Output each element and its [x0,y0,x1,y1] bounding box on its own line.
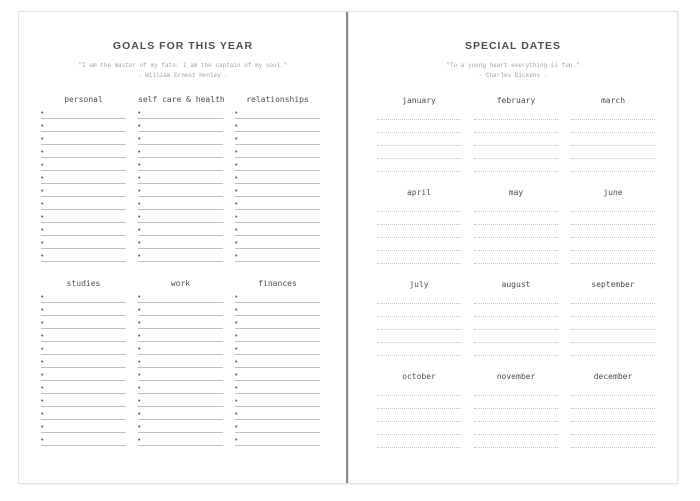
bullet-icon: • [41,346,44,353]
month-label: june [603,188,623,197]
goal-entry-line[interactable] [138,145,223,158]
goal-entry-line[interactable] [138,303,223,316]
date-entry-line[interactable] [377,422,461,435]
bullet-icon: • [235,385,238,392]
date-entry-line[interactable] [377,396,461,409]
goal-entry-line[interactable] [138,119,223,132]
date-entry-line[interactable] [377,330,461,343]
bullet-icon: • [138,227,141,234]
goal-entry-line[interactable] [235,197,320,210]
bullet-icon: • [138,320,141,327]
goal-entry-line[interactable] [138,197,223,210]
month-label: january [402,96,436,105]
goal-entry-line[interactable] [138,329,223,342]
goal-entry-line[interactable] [235,381,320,394]
goal-entry-line[interactable] [235,420,320,433]
goal-column [138,278,223,446]
goal-entry-line[interactable] [235,342,320,355]
date-entry-line[interactable] [474,304,558,317]
date-entry-line[interactable] [571,422,655,435]
month-column [474,279,558,356]
bullet-icon: • [235,411,238,418]
bullet-icon: • [235,201,238,208]
month-column [474,95,558,172]
goal-column [235,94,320,262]
date-entry-line[interactable] [571,107,655,120]
bullet-icon: • [41,162,44,169]
goal-category-label: work [170,279,191,288]
goal-entry-line[interactable] [138,106,223,119]
bullet-icon: • [235,359,238,366]
bullet-icon: • [41,372,44,379]
goal-entry-line[interactable] [41,197,126,210]
goal-category-label: finances [258,279,297,288]
date-entry-line[interactable] [377,120,461,133]
date-entry-line[interactable] [571,225,655,238]
month-label: november [496,372,536,381]
date-entry-line[interactable] [377,107,461,120]
goal-entry-line[interactable] [235,249,320,262]
month-label: july [409,280,429,289]
date-entry-line[interactable] [474,317,558,330]
bullet-icon: • [41,424,44,431]
date-entry-line[interactable] [474,133,558,146]
month-label: december [593,372,633,381]
bullet-icon: • [138,385,141,392]
bullet-icon: • [235,110,238,117]
bullet-icon: • [235,424,238,431]
goal-entry-line[interactable] [41,184,126,197]
goal-entry-line[interactable] [138,342,223,355]
goal-entry-line[interactable] [138,171,223,184]
goal-entry-line[interactable] [41,329,126,342]
bullet-icon: • [41,136,44,143]
date-entry-line[interactable] [571,396,655,409]
bullet-icon: • [138,240,141,247]
goal-entry-line[interactable] [41,290,126,303]
bullet-icon: • [41,240,44,247]
date-entry-line[interactable] [377,199,461,212]
bullet-icon: • [235,227,238,234]
bullet-icon: • [235,188,238,195]
goal-entry-line[interactable] [235,106,320,119]
date-entry-line[interactable] [474,291,558,304]
bullet-icon: • [138,359,141,366]
goal-entry-line[interactable] [41,394,126,407]
goal-entry-line[interactable] [41,236,126,249]
date-entry-line[interactable] [571,317,655,330]
bullet-icon: • [138,307,141,314]
goal-category-label: self care & health [138,95,225,104]
bullet-icon: • [138,136,141,143]
goal-entry-line[interactable] [235,329,320,342]
bullet-icon: • [41,175,44,182]
bullet-icon: • [41,188,44,195]
month-column [571,95,655,172]
goal-entry-line[interactable] [138,394,223,407]
quote-text: "I am the master of my fate: I am the captain of my soul." [78,62,288,69]
bullet-icon: • [138,346,141,353]
bullet-icon: • [138,398,141,405]
date-entry-line[interactable] [474,146,558,159]
date-entry-line[interactable] [474,238,558,251]
goal-column [41,278,126,446]
bullet-icon: • [41,227,44,234]
date-entry-line[interactable] [571,304,655,317]
month-column [377,371,461,448]
month-label: april [406,188,432,197]
month-label: august [501,280,531,289]
goal-entry-line[interactable] [138,236,223,249]
date-entry-line[interactable] [474,120,558,133]
goal-entry-line[interactable] [41,210,126,223]
month-label: october [402,372,436,381]
goal-entry-line[interactable] [235,394,320,407]
date-entry-line[interactable] [377,133,461,146]
bullet-icon: • [235,214,238,221]
bullet-icon: • [235,175,238,182]
month-column [571,371,655,448]
bullet-icon: • [41,201,44,208]
date-entry-line[interactable] [571,238,655,251]
month-column [474,187,558,264]
month-column [377,187,461,264]
date-entry-line[interactable] [474,383,558,396]
goal-entry-line[interactable] [138,210,223,223]
bullet-icon: • [41,253,44,260]
date-entry-line[interactable] [571,133,655,146]
goal-entry-line[interactable] [138,249,223,262]
goal-entry-line[interactable] [235,433,320,446]
goal-entry-line[interactable] [41,158,126,171]
date-entry-line[interactable] [377,343,461,356]
date-entry-line[interactable] [571,212,655,225]
date-entry-line[interactable] [571,330,655,343]
goal-entry-line[interactable] [41,316,126,329]
date-entry-line[interactable] [571,383,655,396]
goal-entry-line[interactable] [41,132,126,145]
goal-entry-line[interactable] [138,368,223,381]
bullet-icon: • [235,333,238,340]
goal-entry-line[interactable] [41,249,126,262]
quote-author: - Charles Dickens - [478,72,548,79]
goal-entry-line[interactable] [235,236,320,249]
date-entry-line[interactable] [571,159,655,172]
bullet-icon: • [41,320,44,327]
date-entry-line[interactable] [377,317,461,330]
date-entry-line[interactable] [571,291,655,304]
date-entry-line[interactable] [474,159,558,172]
goal-column [41,94,126,262]
bullet-icon: • [235,346,238,353]
goal-entry-line[interactable] [235,355,320,368]
bullet-icon: • [235,149,238,156]
goal-entry-line[interactable] [235,119,320,132]
goal-entry-line[interactable] [235,368,320,381]
goal-entry-line[interactable] [41,381,126,394]
bullet-icon: • [41,398,44,405]
goal-entry-line[interactable] [235,210,320,223]
bullet-icon: • [235,398,238,405]
date-entry-line[interactable] [377,409,461,422]
date-entry-line[interactable] [474,225,558,238]
goal-entry-line[interactable] [138,223,223,236]
bullet-icon: • [138,201,141,208]
bullet-icon: • [138,437,141,444]
goal-entry-line[interactable] [41,303,126,316]
goal-entry-line[interactable] [41,106,126,119]
date-entry-line[interactable] [474,107,558,120]
bullet-icon: • [41,110,44,117]
month-label: march [600,96,626,105]
bullet-icon: • [138,175,141,182]
bullet-icon: • [138,411,141,418]
goal-entry-line[interactable] [41,420,126,433]
goal-entry-line[interactable] [235,171,320,184]
month-label: february [496,96,536,105]
date-entry-line[interactable] [377,383,461,396]
date-entry-line[interactable] [377,225,461,238]
month-label: september [591,280,635,289]
bullet-icon: • [138,333,141,340]
goal-entry-line[interactable] [235,158,320,171]
goal-entry-line[interactable] [235,145,320,158]
goal-entry-line[interactable] [41,433,126,446]
bullet-icon: • [41,214,44,221]
month-column [474,371,558,448]
bullet-icon: • [138,214,141,221]
goal-column [235,278,320,446]
goal-column [138,94,223,262]
date-entry-line[interactable] [377,251,461,264]
date-entry-line[interactable] [474,251,558,264]
bullet-icon: • [138,123,141,130]
date-entry-line[interactable] [571,251,655,264]
date-entry-line[interactable] [474,330,558,343]
bullet-icon: • [235,307,238,314]
bullet-icon: • [235,123,238,130]
month-column [571,279,655,356]
bullet-icon: • [41,437,44,444]
quote-author: - William Ernest Henley - [137,72,228,79]
goal-category-label: relationships [246,95,309,104]
goal-entry-line[interactable] [41,342,126,355]
bullet-icon: • [41,294,44,301]
goal-entry-line[interactable] [235,132,320,145]
goal-entry-line[interactable] [235,223,320,236]
bullet-icon: • [235,437,238,444]
date-entry-line[interactable] [571,343,655,356]
month-label: may [508,188,524,197]
bullet-icon: • [235,372,238,379]
bullet-icon: • [138,188,141,195]
bullet-icon: • [235,294,238,301]
page-title: SPECIAL DATES [464,40,562,52]
goal-entry-line[interactable] [138,407,223,420]
goal-entry-line[interactable] [138,158,223,171]
goal-entry-line[interactable] [138,433,223,446]
date-entry-line[interactable] [474,396,558,409]
goal-entry-line[interactable] [235,290,320,303]
goal-category-label: studies [66,279,101,288]
special-dates-page [349,12,677,483]
goal-entry-line[interactable] [41,355,126,368]
month-column [377,279,461,356]
date-entry-line[interactable] [474,343,558,356]
date-entry-line[interactable] [571,146,655,159]
date-entry-line[interactable] [474,422,558,435]
goal-entry-line[interactable] [235,316,320,329]
date-entry-line[interactable] [474,212,558,225]
bullet-icon: • [138,110,141,117]
goal-entry-line[interactable] [41,368,126,381]
bullet-icon: • [41,359,44,366]
bullet-icon: • [138,424,141,431]
goal-entry-line[interactable] [41,407,126,420]
goal-entry-line[interactable] [41,171,126,184]
goal-entry-line[interactable] [138,420,223,433]
bullet-icon: • [41,123,44,130]
date-entry-line[interactable] [571,435,655,448]
date-entry-line[interactable] [474,199,558,212]
date-entry-line[interactable] [571,199,655,212]
date-entry-line[interactable] [377,212,461,225]
date-entry-line[interactable] [377,238,461,251]
goal-entry-line[interactable] [235,303,320,316]
goal-entry-line[interactable] [235,407,320,420]
bullet-icon: • [138,149,141,156]
bullet-icon: • [138,162,141,169]
goal-entry-line[interactable] [41,145,126,158]
date-entry-line[interactable] [474,435,558,448]
bullet-icon: • [41,149,44,156]
bullet-icon: • [138,253,141,260]
goal-entry-line[interactable] [41,223,126,236]
bullet-icon: • [138,294,141,301]
goals-page [19,12,347,483]
goal-entry-line[interactable] [138,316,223,329]
bullet-icon: • [41,385,44,392]
goal-entry-line[interactable] [138,381,223,394]
date-entry-line[interactable] [474,409,558,422]
bullet-icon: • [235,320,238,327]
bullet-icon: • [235,253,238,260]
bullet-icon: • [138,372,141,379]
goal-entry-line[interactable] [235,184,320,197]
goal-entry-line[interactable] [138,132,223,145]
goal-entry-line[interactable] [138,184,223,197]
date-entry-line[interactable] [377,146,461,159]
bullet-icon: • [235,136,238,143]
bullet-icon: • [41,333,44,340]
bullet-icon: • [235,162,238,169]
bullet-icon: • [235,240,238,247]
date-entry-line[interactable] [377,159,461,172]
quote-text: "To a young heart everything is fun." [446,62,580,69]
month-column [571,187,655,264]
book-spine [346,12,348,483]
page-title: GOALS FOR THIS YEAR [112,40,254,52]
date-entry-line[interactable] [571,409,655,422]
goal-entry-line[interactable] [138,290,223,303]
goal-entry-line[interactable] [41,119,126,132]
date-entry-line[interactable] [571,120,655,133]
month-column [377,95,461,172]
goal-entry-line[interactable] [138,355,223,368]
date-entry-line[interactable] [377,435,461,448]
date-entry-line[interactable] [377,291,461,304]
bullet-icon: • [41,307,44,314]
date-entry-line[interactable] [377,304,461,317]
bullet-icon: • [41,411,44,418]
goal-category-label: personal [64,95,103,104]
